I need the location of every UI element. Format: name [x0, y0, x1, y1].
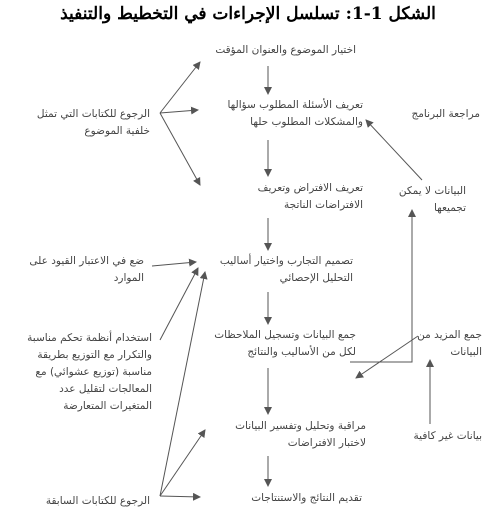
node-line: تصميم التجارب واختيار أساليب — [219, 255, 353, 267]
node-line: والمشكلات المطلوب حلها — [250, 116, 363, 128]
arrow-l1-n3 — [160, 113, 200, 185]
arrow-l2-n4 — [152, 262, 196, 266]
node-line: مراقبة وتحليل وتفسير البيانات — [235, 420, 366, 432]
arrow-l4-n7 — [160, 496, 200, 497]
node-line: التحليل الإحصائي — [279, 272, 353, 284]
node-line: تقديم النتائج والاستنتاجات — [251, 492, 362, 504]
arrow-n5-r2 — [350, 210, 412, 362]
node-line: تعريف الافتراض وتعريف — [257, 182, 363, 194]
figure-title: الشكل 1-1: تسلسل الإجراءات في التخطيط والتنفيذ — [60, 4, 436, 24]
node-line: جمع المزيد من — [417, 329, 482, 341]
node-line: الافتراضات الناتجة — [284, 199, 363, 211]
arrow-l3-n4 — [160, 268, 198, 340]
arrow-r3-n5 — [356, 336, 418, 378]
node-line: تعريف الأسئلة المطلوب سؤالها — [227, 99, 363, 111]
node-line: استخدام أنظمة تحكم مناسبة — [27, 332, 152, 344]
node-line: والتكرار مع التوزيع بطريقة — [37, 349, 152, 361]
node-line: ضع في الاعتبار القيود على — [29, 255, 144, 267]
node-line: خلفية الموضوع — [84, 125, 150, 137]
node-line: لكل من الأساليب والنتائج — [247, 346, 356, 358]
node-line: الموارد — [113, 272, 144, 284]
arrow-l1-n2 — [160, 110, 198, 113]
node-line: لاختبار الافتراضات — [287, 437, 366, 449]
arrow-l1-n1 — [160, 62, 200, 113]
node-line: البيانات — [450, 346, 482, 358]
node-line: بيانات غير كافية — [413, 430, 482, 442]
node-line: جمع البيانات وتسجيل الملاحظات — [214, 329, 356, 341]
node-line: اختيار الموضوع والعنوان المؤقت — [215, 44, 356, 56]
node-line: البيانات لا يمكن — [398, 185, 466, 197]
node-line: الرجوع للكتابات السابقة — [45, 495, 150, 507]
node-line: مراجعة البرنامج — [411, 108, 480, 120]
node-line: الرجوع للكتابات التي تمثل — [36, 108, 150, 120]
node-line: المعالجات لتقليل عدد — [59, 383, 152, 395]
arrow-r2-r1 — [366, 120, 422, 180]
node-line: المتغيرات المتعارضة — [63, 400, 152, 412]
node-line: تجميعها — [433, 202, 466, 214]
node-line: مناسبة (توزيع عشوائي) مع — [35, 366, 152, 378]
